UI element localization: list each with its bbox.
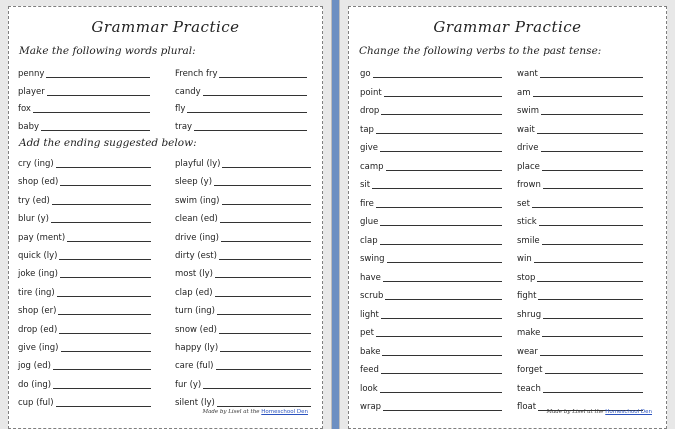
worksheet-row [175, 300, 311, 316]
worksheet-row [517, 174, 643, 190]
worksheet-word: point [360, 87, 382, 98]
worksheet-row [175, 337, 311, 353]
worksheet-word: silent (ly) [175, 398, 215, 409]
answer-line [383, 410, 502, 411]
worksheet-word: do (ing) [18, 379, 52, 390]
worksheet-word: shop (ed) [18, 177, 59, 188]
worksheet-word: clap (ed) [175, 287, 213, 298]
worksheet-row [360, 119, 502, 135]
worksheet-word: fur (y) [175, 379, 202, 390]
worksheet-word: place [517, 161, 540, 172]
worksheet-word: care (ful) [175, 361, 214, 372]
worksheet-row [517, 119, 643, 135]
answer-line [380, 151, 502, 152]
worksheet-row [517, 156, 643, 172]
worksheet-row [360, 396, 502, 412]
answer-line [203, 95, 307, 96]
worksheet-row [18, 319, 151, 335]
worksheet-word: wear [517, 346, 538, 357]
answer-line [537, 281, 643, 282]
worksheet-word: pay (ment) [18, 232, 66, 243]
answer-line [376, 133, 502, 134]
right-document-panel [339, 0, 675, 429]
answer-line [58, 314, 151, 315]
answer-line [216, 369, 312, 370]
answer-line [47, 95, 150, 96]
worksheet-row [18, 63, 150, 79]
worksheet-word: bake [360, 346, 381, 357]
answer-line [545, 373, 644, 374]
worksheet-row [517, 137, 643, 153]
worksheet-row [18, 171, 151, 187]
worksheet-row [18, 337, 151, 353]
worksheet-word: go [360, 69, 371, 79]
worksheet-word: swing [360, 254, 385, 264]
worksheet-word: baby [18, 121, 40, 132]
worksheet-word: cry (ing) [18, 159, 54, 169]
worksheet-row [360, 211, 502, 227]
worksheet-row [517, 193, 643, 209]
worksheet-word: tap [360, 124, 374, 135]
answer-line [384, 96, 502, 97]
worksheet-word: light [360, 309, 379, 320]
worksheet-row [18, 227, 151, 243]
answer-line [373, 77, 502, 78]
worksheet-row [18, 116, 150, 132]
worksheet-row [18, 190, 151, 206]
worksheet-row [360, 230, 502, 246]
document-divider [332, 0, 339, 429]
answer-line [187, 112, 307, 113]
answer-line [51, 222, 151, 223]
answer-line [52, 204, 151, 205]
worksheet-word: most (ly) [175, 269, 213, 280]
worksheet-row [175, 319, 311, 335]
worksheet-word: drop (ed) [18, 324, 58, 335]
worksheet-row [360, 82, 502, 98]
answer-line [219, 77, 307, 78]
worksheet-row [175, 227, 311, 243]
worksheet-word: French fry [175, 69, 218, 79]
worksheet-row [360, 267, 502, 283]
worksheet-row [360, 100, 502, 116]
worksheet-row [175, 208, 311, 224]
answer-line [57, 296, 151, 297]
answer-line [376, 207, 502, 208]
answer-line [41, 130, 150, 131]
answer-line [53, 369, 151, 370]
left-footer-credit [202, 409, 308, 415]
answer-line [376, 336, 502, 337]
answer-line [542, 170, 643, 171]
worksheet-word: fight [517, 291, 537, 301]
answer-line [542, 244, 643, 245]
worksheet-word: set [517, 198, 530, 209]
answer-line [61, 351, 152, 352]
left-page-title: Grammar Practice [91, 18, 240, 36]
worksheet-word: playful (ly) [175, 159, 221, 169]
worksheet-word: clean (ed) [175, 214, 218, 225]
answer-line [387, 262, 502, 263]
worksheet-row [175, 263, 311, 279]
worksheet-row [517, 82, 643, 98]
worksheet-word: jog (ed) [18, 361, 51, 372]
worksheet-row [360, 359, 502, 375]
right-footer-prefix: Made by Lisel at the [546, 409, 604, 415]
answer-line [541, 151, 643, 152]
worksheet-row [175, 392, 311, 408]
worksheet-word: blur (y) [18, 214, 50, 225]
worksheet-row [360, 341, 502, 357]
left-worksheet-page [8, 6, 323, 429]
worksheet-row [18, 300, 151, 316]
answer-line [380, 392, 502, 393]
worksheet-word: tire (ing) [18, 287, 55, 298]
worksheet-word: candy [175, 86, 201, 97]
worksheet-word: drive [517, 143, 539, 153]
worksheet-row [18, 81, 150, 97]
worksheet-row [18, 245, 151, 261]
answer-line [538, 299, 643, 300]
worksheet-row [360, 156, 502, 172]
worksheet-row [360, 378, 502, 394]
plural-instruction: Make the following words plural: [19, 45, 196, 57]
worksheet-row [517, 230, 643, 246]
answer-line [386, 170, 502, 171]
worksheet-word: player [18, 86, 45, 97]
worksheet-word: sit [360, 180, 371, 190]
worksheet-word: glue [360, 217, 379, 227]
worksheet-word: shop (er) [18, 306, 57, 317]
worksheet-word: camp [360, 161, 384, 172]
worksheet-row [517, 63, 643, 79]
answer-line [203, 388, 311, 389]
worksheet-word: tray [175, 121, 193, 132]
worksheet-row [18, 98, 150, 114]
answer-line [215, 296, 311, 297]
worksheet-word: clap [360, 235, 378, 246]
worksheet-row [360, 285, 502, 301]
worksheet-word: give [360, 143, 379, 153]
worksheet-row [517, 100, 643, 116]
answer-line [215, 277, 311, 278]
worksheet-word: cup (ful) [18, 398, 54, 409]
worksheet-word: try (ed) [18, 195, 50, 206]
answer-line [381, 114, 502, 115]
worksheet-row [175, 190, 311, 206]
worksheet-word: fire [360, 198, 374, 209]
answer-line [222, 167, 311, 168]
worksheet-row [517, 322, 643, 338]
worksheet-word: float [517, 402, 537, 412]
past-tense-instruction: Change the following verbs to the past tense: [359, 45, 602, 57]
answer-line [537, 133, 643, 134]
answer-line [381, 373, 502, 374]
left-footer-prefix: Made by Lisel at the [202, 409, 260, 415]
worksheet-row [517, 248, 643, 264]
worksheet-row [175, 81, 307, 97]
worksheet-row [175, 116, 307, 132]
answer-line [382, 355, 502, 356]
left-document-panel [0, 0, 332, 429]
worksheet-word: want [517, 69, 538, 79]
worksheet-row [18, 153, 151, 169]
worksheet-word: dirty (est) [175, 251, 217, 261]
worksheet-row [18, 263, 151, 279]
worksheet-word: win [517, 254, 532, 264]
right-footer-credit [546, 409, 652, 415]
answer-line [59, 259, 151, 260]
worksheet-word: have [360, 272, 381, 283]
worksheet-row [18, 282, 151, 298]
worksheet-word: frown [517, 180, 541, 190]
answer-line [540, 77, 643, 78]
worksheet-word: feed [360, 365, 379, 375]
answer-line [60, 277, 151, 278]
answer-line [532, 207, 643, 208]
right-footer-link[interactable]: Homeschool Den [605, 409, 652, 415]
answer-line [542, 336, 643, 337]
answer-line [219, 259, 311, 260]
answer-line [53, 388, 151, 389]
worksheet-word: drive (ing) [175, 232, 219, 243]
answer-line [60, 185, 151, 186]
right-page-title: Grammar Practice [433, 18, 582, 36]
worksheet-word: scrub [360, 291, 384, 301]
worksheet-row [175, 355, 311, 371]
worksheet-word: fox [18, 104, 31, 115]
worksheet-row [360, 304, 502, 320]
worksheet-word: quick (ly) [18, 251, 58, 261]
answer-line [372, 188, 502, 189]
worksheet-row [175, 245, 311, 261]
worksheet-word: wait [517, 124, 535, 135]
worksheet-row [360, 322, 502, 338]
right-worksheet-page [348, 6, 667, 429]
worksheet-row [18, 355, 151, 371]
worksheet-row [18, 208, 151, 224]
worksheet-word: penny [18, 69, 45, 79]
ending-instruction: Add the ending suggested below: [19, 137, 197, 149]
worksheet-row [360, 63, 502, 79]
worksheet-word: give (ing) [18, 343, 59, 353]
answer-line [534, 262, 643, 263]
answer-line [383, 281, 502, 282]
answer-line [540, 355, 643, 356]
worksheet-word: stop [517, 272, 536, 283]
worksheet-row [18, 374, 151, 390]
answer-line [33, 112, 150, 113]
answer-line [220, 222, 311, 223]
answer-line [59, 333, 151, 334]
worksheet-row [175, 98, 307, 114]
answer-line [217, 314, 311, 315]
worksheet-word: wrap [360, 402, 382, 412]
answer-line [380, 244, 502, 245]
worksheet-word: fly [175, 104, 186, 115]
worksheet-row [360, 193, 502, 209]
worksheet-row [175, 374, 311, 390]
worksheet-word: smile [517, 235, 540, 246]
answer-line [217, 406, 311, 407]
answer-line [222, 204, 311, 205]
worksheet-row [175, 153, 311, 169]
answer-line [385, 299, 502, 300]
answer-line [380, 225, 502, 226]
worksheet-word: teach [517, 383, 541, 394]
answer-line [67, 241, 151, 242]
answer-line [56, 167, 151, 168]
worksheet-word: swim (ing) [175, 195, 220, 206]
worksheet-word: stick [517, 217, 537, 227]
worksheet-row [360, 137, 502, 153]
worksheet-row [517, 285, 643, 301]
worksheet-row [18, 392, 151, 408]
worksheet-word: sleep (y) [175, 177, 213, 188]
worksheet-word: make [517, 328, 541, 338]
worksheet-word: shrug [517, 309, 542, 320]
answer-line [214, 185, 311, 186]
answer-line [194, 130, 307, 131]
left-footer-link[interactable]: Homeschool Den [261, 409, 308, 415]
worksheet-row [175, 282, 311, 298]
worksheet-word: am [517, 87, 531, 98]
worksheet-row [517, 341, 643, 357]
answer-line [219, 333, 311, 334]
worksheet-word: snow (ed) [175, 324, 217, 335]
answer-line [533, 96, 644, 97]
worksheet-row [360, 248, 502, 264]
worksheet-row [517, 378, 643, 394]
worksheet-word: forget [517, 365, 543, 375]
worksheet-word: pet [360, 328, 374, 338]
worksheet-word: swim [517, 106, 540, 116]
worksheet-row [175, 63, 307, 79]
worksheet-word: turn (ing) [175, 306, 215, 317]
answer-line [46, 77, 150, 78]
worksheet-row [517, 359, 643, 375]
worksheet-word: look [360, 383, 378, 394]
worksheet-word: joke (ing) [18, 269, 58, 280]
answer-line [221, 241, 311, 242]
worksheet-word: drop [360, 106, 380, 116]
answer-line [543, 392, 643, 393]
worksheet-row [517, 304, 643, 320]
worksheet-row [360, 174, 502, 190]
answer-line [220, 351, 311, 352]
worksheet-row [175, 171, 311, 187]
answer-line [56, 406, 151, 407]
answer-line [381, 318, 502, 319]
answer-line [541, 114, 643, 115]
worksheet-row [517, 211, 643, 227]
answer-line [539, 225, 643, 226]
worksheet-row [517, 267, 643, 283]
answer-line [543, 318, 643, 319]
answer-line [543, 188, 643, 189]
worksheet-word: happy (ly) [175, 343, 219, 353]
